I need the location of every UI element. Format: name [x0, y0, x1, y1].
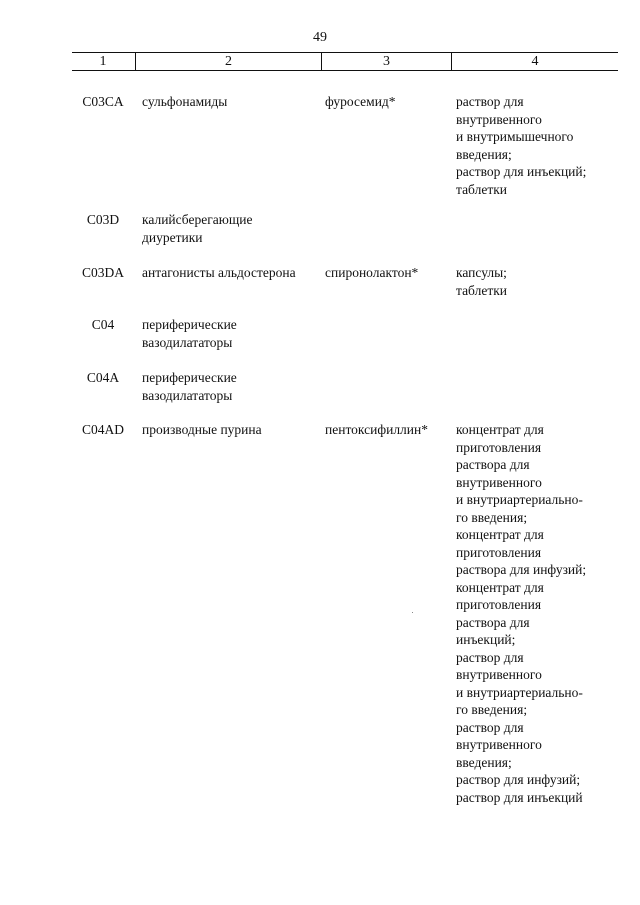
- dosage-form-line: раствор для: [456, 94, 524, 109]
- group-name: [142, 316, 322, 351]
- group-name-line: сульфонамиды: [142, 94, 228, 109]
- dosage-forms: [456, 421, 618, 806]
- atc-code: C04: [91, 317, 115, 332]
- dosage-form-line: введения;: [456, 754, 512, 770]
- group-name-line: антагонисты альдостерона: [142, 265, 296, 280]
- group-name-line: вазодилататоры: [142, 334, 233, 350]
- dosage-form-line: раствор для: [456, 719, 524, 735]
- drug-name: пентоксифиллин*: [325, 422, 428, 437]
- atc-code: C04AD: [81, 422, 124, 437]
- dosage-form-line: приготовления: [456, 439, 542, 455]
- dosage-form-line: го введения;: [456, 509, 528, 525]
- dosage-form-line: концентрат для: [456, 422, 544, 437]
- group-name: [142, 369, 322, 404]
- dosage-form-line: го введения;: [456, 702, 528, 717]
- table-header-row: [72, 52, 618, 71]
- group-name-line: вазодилататоры: [142, 387, 233, 403]
- dosage-form-line: внутривенного: [456, 667, 542, 682]
- dosage-form-line: раствор для: [456, 649, 524, 665]
- atc-code: C03CA: [82, 94, 124, 109]
- dosage-form-line: и внутримышечного: [456, 129, 574, 144]
- dosage-form-line: концентрат для: [456, 527, 544, 542]
- header-col-3: 3: [383, 54, 390, 69]
- dosage-form-line: приготовления: [456, 544, 542, 560]
- group-name-line: производные пурина: [142, 422, 262, 437]
- dosage-form-line: инъекций;: [456, 632, 516, 647]
- dosage-form-line: и внутриартериально-: [456, 492, 583, 507]
- page-number: 49: [313, 30, 327, 45]
- atc-code: C03DA: [81, 265, 124, 280]
- group-name-line: калийсберегающие: [142, 212, 253, 227]
- group-name-line: диуретики: [142, 229, 203, 245]
- dosage-form-line: внутривенного: [456, 737, 542, 752]
- dosage-form-line: таблетки: [456, 282, 508, 298]
- dosage-form-line: таблетки: [456, 181, 508, 197]
- group-name: [142, 264, 322, 282]
- dosage-form-line: раствор для инъекций: [456, 789, 583, 805]
- dosage-form-line: внутривенного: [456, 111, 542, 127]
- atc-code: C04A: [86, 370, 120, 385]
- group-name: [142, 211, 322, 246]
- header-col-4: 4: [531, 54, 539, 69]
- dosage-form-line: введения;: [456, 146, 512, 162]
- group-name: [142, 421, 322, 439]
- dosage-form-line: приготовления: [456, 597, 542, 612]
- header-col-2: 2: [225, 54, 232, 69]
- dosage-form-line: концентрат для: [456, 579, 544, 595]
- dosage-form-line: внутривенного: [456, 474, 542, 490]
- dosage-form-line: раствора для инфузий;: [456, 562, 587, 577]
- drug-name: спиронолактон*: [325, 265, 419, 280]
- drug-name: фуросемид*: [325, 94, 396, 109]
- dosage-form-line: раствор для инъекций;: [456, 164, 587, 179]
- dosage-form-line: раствор для инфузий;: [456, 772, 581, 787]
- dosage-form-line: раствора для: [456, 614, 530, 630]
- dosage-form-line: и внутриартериально-: [456, 684, 583, 700]
- scan-speck: [412, 612, 413, 613]
- dosage-forms: [456, 93, 618, 198]
- dosage-form-line: капсулы;: [456, 265, 507, 280]
- atc-code: C03D: [86, 212, 120, 227]
- dosage-form-line: раствора для: [456, 457, 530, 472]
- header-col-1: 1: [99, 54, 107, 69]
- group-name-line: периферические: [142, 317, 237, 332]
- group-name-line: периферические: [142, 370, 237, 385]
- group-name: [142, 93, 322, 111]
- dosage-forms: [456, 264, 618, 299]
